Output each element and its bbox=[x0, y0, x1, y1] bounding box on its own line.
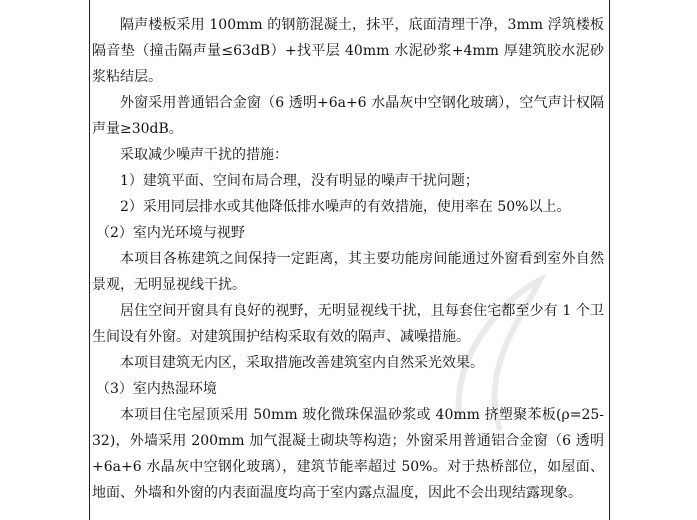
paragraph-insulation: 本项目住宅屋顶采用 50mm 玻化微珠保温砂浆或 40mm 挤塑聚苯板(ρ=25-32)，外墙采用 200mm 加气混凝土砌块等构造；外窗采用普通铝合金窗（6 透明+6a+6 水晶灰中空钢化玻璃），建筑节能率超过 50%。对于热桥部位，如屋面、地面、外墙和外窗的内表面温度均高于室内露点温度，因此不会出现结露现象。 bbox=[92, 407, 604, 501]
paragraph-window-view: 居住空间开窗具有良好的视野，无明显视线干扰，且每套住宅都至少有 1 个卫生间设有外窗。对建筑围护结构采取有效的隔声、减噪措施。 bbox=[92, 303, 604, 345]
section-heading-thermal-humidity: （3）室内热湿环境 bbox=[96, 381, 217, 397]
paragraph-noise-measure-1: 1）建筑平面、空间布局合理，没有明显的噪声干扰问题； bbox=[120, 173, 479, 189]
paragraph-noise-measure-2: 2）采用同层排水或其他降低排水噪声的有效措施，使用率在 50%以上。 bbox=[120, 199, 571, 215]
paragraph-exterior-window: 外窗采用普通铝合金窗（6 透明+6a+6 水晶灰中空钢化玻璃），空气声计权隔声量≥30dB。 bbox=[92, 95, 604, 137]
table-right-border bbox=[609, 0, 610, 520]
paragraph-building-spacing: 本项目各栋建筑之间保持一定距离，其主要功能房间能通过外窗看到室外自然景观，无明显视线干扰。 bbox=[92, 251, 604, 293]
section-heading-light-view: （2）室内光环境与视野 bbox=[96, 225, 245, 241]
table-left-border bbox=[89, 0, 90, 520]
document-body bbox=[92, 12, 604, 506]
paragraph-daylighting: 本项目建筑无内区，采取措施改善建筑室内自然采光效果。 bbox=[120, 355, 484, 371]
paragraph-floor-slab: 隔声楼板采用 100mm 的钢筋混凝土，抹平，底面清理干净，3mm 浮筑楼板隔音垫（撞击隔声量≤63dB）+找平层 40mm 水泥砂浆+4mm 厚建筑胶水泥砂浆粘结层。 bbox=[92, 17, 604, 85]
paragraph-noise-measures-intro: 采取减少噪声干扰的措施： bbox=[120, 147, 288, 163]
